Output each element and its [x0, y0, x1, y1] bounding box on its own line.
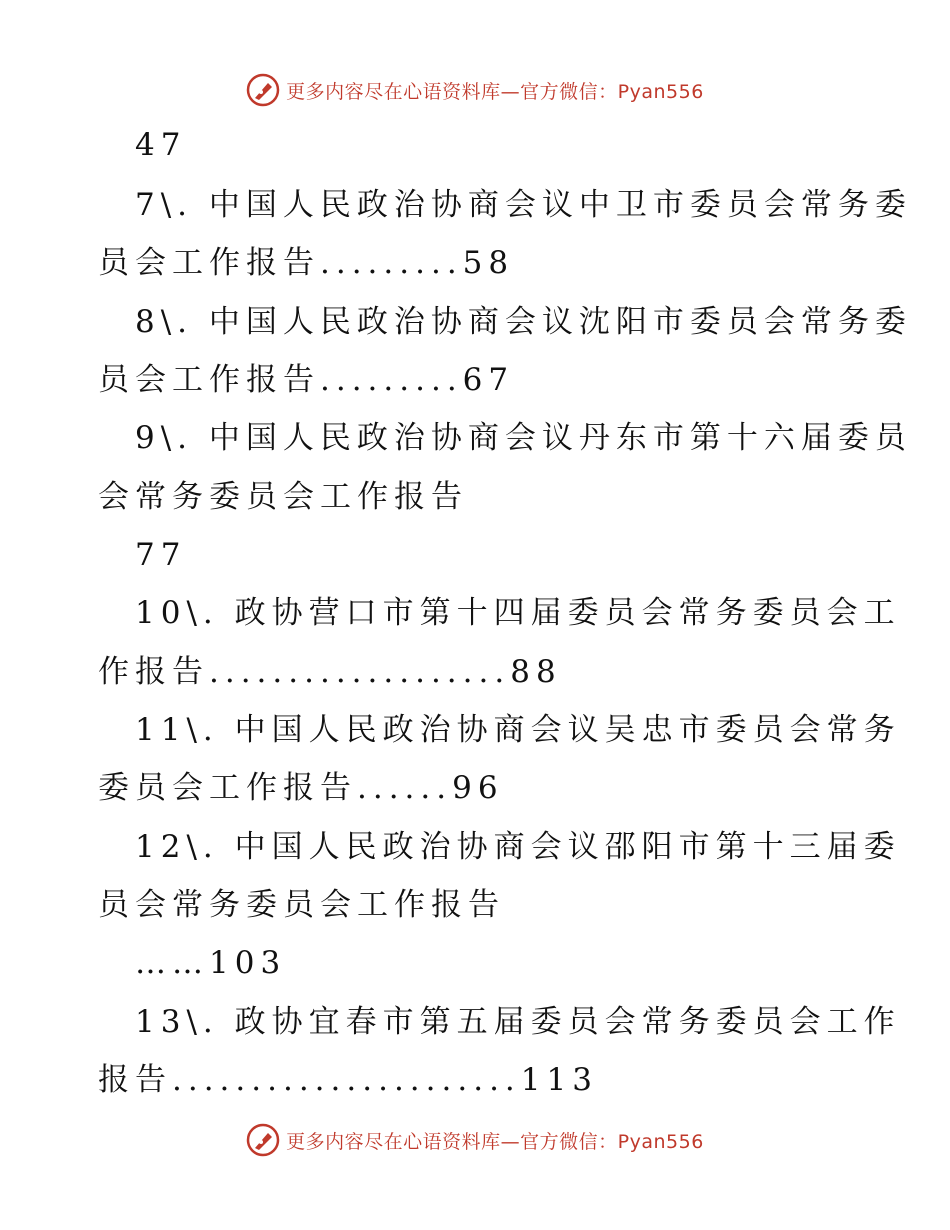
toc-entry-12-line-2: 员会常务委员会工作报告 — [98, 887, 505, 923]
toc-entry-11-line-1: 11\. 中国人民政治协商会议吴忠市委员会常务 — [135, 712, 901, 748]
toc-entry-9-page-number: 77 — [135, 537, 187, 573]
toc-entry-7-line-1: 7\. 中国人民政治协商会议中卫市委员会常务委 — [135, 187, 912, 223]
header-banner-text: 更多内容尽在心语资料库—官方微信：Pyan556 — [286, 80, 704, 103]
toc-entry-8-line-2: 员会工作报告.........67 — [98, 362, 515, 398]
toc-page-number: 47 — [135, 127, 187, 163]
toc-entry-8-line-1: 8\. 中国人民政治协商会议沈阳市委员会常务委 — [135, 304, 912, 340]
pen-nib-logo-icon — [246, 73, 280, 107]
pen-nib-logo-icon — [246, 1123, 280, 1157]
toc-entry-13-line-1: 13\. 政协宜春市第五届委员会常务委员会工作 — [135, 1004, 901, 1040]
toc-entry-12-line-1: 12\. 中国人民政治协商会议邵阳市第十三届委 — [135, 829, 901, 865]
toc-entry-11-line-2: 委员会工作报告......96 — [98, 770, 504, 806]
toc-entry-10-line-1: 10\. 政协营口市第十四届委员会常务委员会工 — [135, 595, 901, 631]
toc-entry-7-line-2: 员会工作报告.........58 — [98, 245, 515, 281]
toc-entry-10-line-2: 作报告...................88 — [98, 654, 562, 690]
toc-entry-9-line-1: 9\. 中国人民政治协商会议丹东市第十六届委员 — [135, 420, 912, 456]
toc-entry-13-line-2: 报告......................113 — [98, 1062, 598, 1098]
toc-entry-9-line-2: 会常务委员会工作报告 — [98, 479, 468, 515]
header-banner — [0, 70, 950, 110]
footer-banner-text: 更多内容尽在心语资料库—官方微信：Pyan556 — [286, 1130, 704, 1153]
toc-entry-12-page-number: ……103 — [135, 945, 287, 981]
footer-banner — [0, 1120, 950, 1160]
